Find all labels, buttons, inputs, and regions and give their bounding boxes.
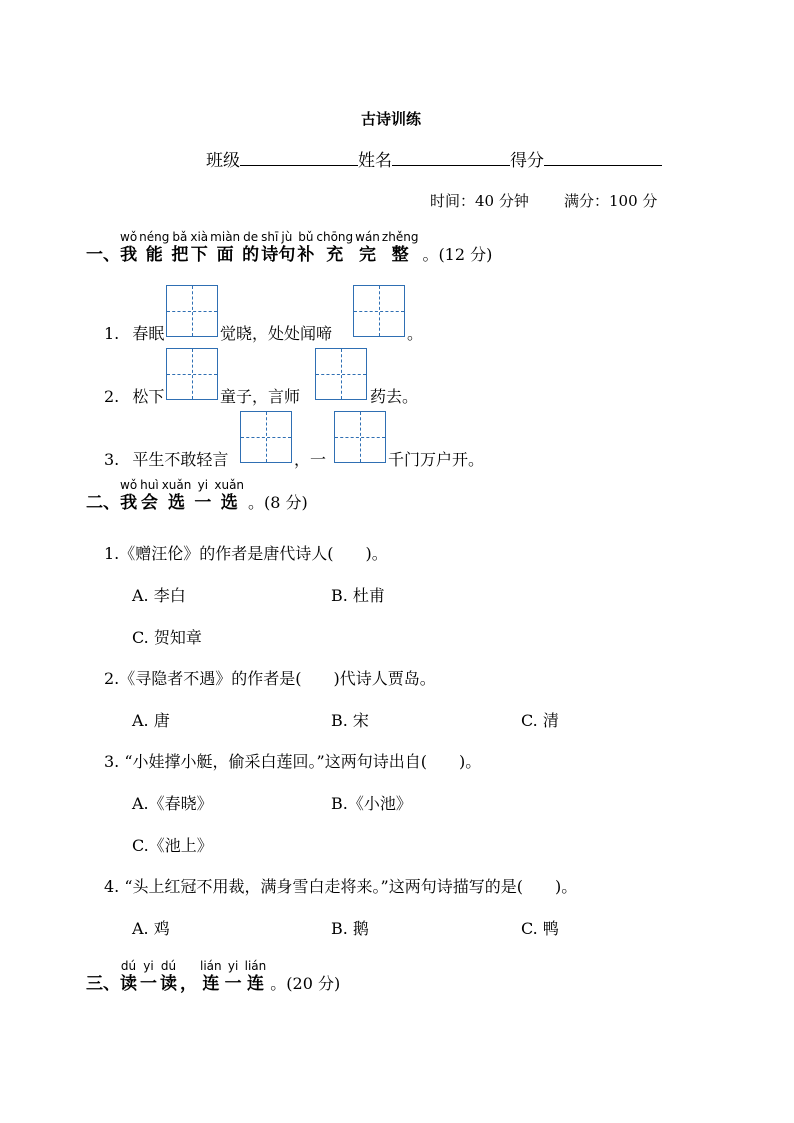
question-text: 平生不敢轻言 [132, 450, 229, 469]
ruby-char: de 的 [242, 230, 260, 265]
question-text: 童子，言师 [220, 387, 301, 406]
ruby-char: wǒ 我 [120, 230, 138, 265]
name-label: 姓名 [358, 151, 392, 171]
fill-question-1 [104, 322, 164, 346]
section2-heading [86, 478, 308, 514]
time-limit: 时间：40 分钟 [430, 192, 529, 210]
ruby-char: chōng 充 [316, 230, 354, 265]
ruby-char: bǎ 把 [171, 230, 189, 265]
section1-number: 一、 [86, 245, 120, 265]
question-text: ，一 [294, 450, 327, 469]
ruby-char: dú 读 [120, 959, 137, 994]
fill-question-3 [104, 448, 228, 472]
ruby-char: wǒ 我 [120, 478, 138, 513]
score-label: 得分 [510, 151, 544, 171]
ruby-char: yi 一 [194, 478, 212, 513]
tianzige-box[interactable] [166, 348, 218, 400]
option-c[interactable]: C. 鸭 [521, 919, 559, 938]
page-title: 古诗训练 [361, 110, 422, 128]
ruby-char: bǔ 补 [297, 230, 315, 265]
student-info-line [206, 146, 662, 171]
option-b[interactable]: B. 鹅 [331, 919, 369, 938]
ruby-char: dú 读 [160, 959, 177, 994]
ruby-char: yi 一 [140, 959, 157, 994]
ruby-char: xuǎn 选 [161, 478, 192, 513]
ruby-char: lián 连 [200, 959, 222, 994]
ruby-char: ， [180, 974, 197, 994]
ruby-char: lián 连 [244, 959, 267, 994]
section3-number: 三、 [86, 974, 120, 994]
ruby-char: xià 下 [190, 230, 209, 265]
section3-heading [86, 959, 340, 995]
section2-points: 。(8 分) [248, 493, 308, 512]
tianzige-box[interactable] [353, 285, 405, 337]
option-b[interactable]: B. 杜甫 [331, 586, 385, 605]
choice-question-1: 1.《赠汪伦》的作者是唐代诗人( )。 [104, 544, 388, 563]
question-number: 3. [104, 450, 120, 469]
score-blank[interactable] [544, 147, 662, 166]
choice-question-3: 3. “小娃撑小艇，偷采白莲回。”这两句诗出自( )。 [104, 752, 482, 771]
class-blank[interactable] [240, 147, 358, 166]
question-text: 。 [407, 324, 424, 343]
question-text: 药去。 [370, 387, 419, 406]
option-b[interactable]: B. 宋 [331, 711, 369, 730]
ruby-char: jù 句 [278, 230, 296, 265]
option-b[interactable]: B.《小池》 [331, 794, 412, 813]
tianzige-box[interactable] [334, 411, 386, 463]
full-score: 满分：100 分 [564, 192, 658, 210]
tianzige-box[interactable] [315, 348, 367, 400]
ruby-char: miàn 面 [210, 230, 241, 265]
section2-number: 二、 [86, 493, 120, 513]
choice-question-4: 4. “头上红冠不用裁，满身雪白走将来。”这两句诗描写的是( )。 [104, 877, 578, 896]
question-text: 春眠 [132, 324, 165, 343]
section3-points: 。(20 分) [270, 974, 341, 993]
ruby-char: néng 能 [139, 230, 170, 265]
tianzige-box[interactable] [166, 285, 218, 337]
option-c[interactable]: C.《池上》 [132, 836, 213, 855]
tianzige-box[interactable] [240, 411, 292, 463]
question-number: 2. [104, 387, 120, 406]
name-blank[interactable] [392, 147, 510, 166]
question-text: 千门万户开。 [388, 450, 485, 469]
class-label: 班级 [206, 151, 240, 171]
option-c[interactable]: C. 贺知章 [132, 628, 202, 647]
question-text: 松下 [132, 387, 165, 406]
option-a[interactable]: A. 唐 [132, 711, 170, 730]
question-text: 觉晓，处处闻啼 [220, 324, 333, 343]
ruby-char: yi 一 [224, 959, 242, 994]
ruby-char: wán 完 [355, 230, 380, 265]
section1-heading [86, 230, 492, 266]
ruby-char: xuǎn 选 [214, 478, 245, 513]
ruby-char: shī 诗 [261, 230, 279, 265]
ruby-char: zhěng 整 [381, 230, 419, 265]
choice-question-2: 2.《寻隐者不遇》的作者是( )代诗人贾岛。 [104, 669, 436, 688]
fill-question-2 [104, 385, 164, 409]
section1-points: 。(12 分) [422, 245, 493, 264]
option-c[interactable]: C. 清 [521, 711, 559, 730]
option-a[interactable]: A.《春晓》 [132, 794, 213, 813]
ruby-char: huì 会 [140, 478, 159, 513]
question-number: 1. [104, 324, 120, 343]
option-a[interactable]: A. 李白 [132, 586, 186, 605]
option-a[interactable]: A. 鸡 [132, 919, 170, 938]
